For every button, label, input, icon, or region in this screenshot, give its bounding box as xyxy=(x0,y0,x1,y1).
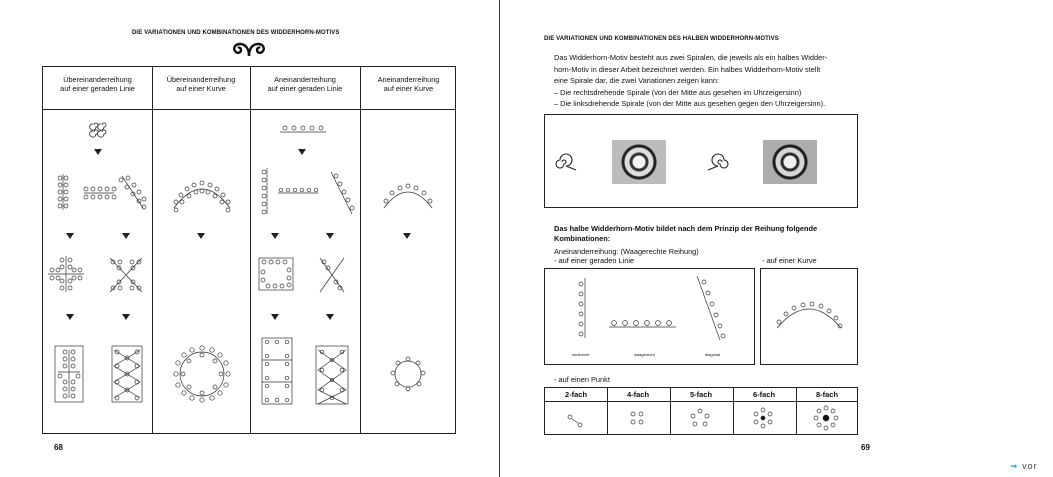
column-header-3: Aneinanderreihung auf einer geraden Linie xyxy=(267,75,343,93)
next-page-link[interactable] xyxy=(1010,461,1038,472)
header-5-fach: 5-fach xyxy=(689,390,713,399)
caption-horizontal: waagerecht xyxy=(634,352,655,357)
header-4-fach: 4-fach xyxy=(626,390,650,399)
combination-heading: Das halbe Widderhorn-Motiv bildet nach dem Prinzip der Reihung folgende Kombinationen: xyxy=(554,224,818,243)
point-5-fach xyxy=(691,409,709,426)
header-8-fach: 8-fach xyxy=(815,390,839,399)
column-header-1: Übereinanderreihung auf einer geraden Linie xyxy=(60,75,135,93)
column-header-4: Aneinanderreihung auf einer Kurve xyxy=(377,75,440,93)
column-header-2: Übereinanderreihung auf einer Kurve xyxy=(166,75,236,93)
point-2-fach xyxy=(568,415,582,427)
caption-diagonal: diagonal xyxy=(705,352,721,357)
header-6-fach: 6-fach xyxy=(752,390,776,399)
row-heading: Aneinanderreihung: (Waagerechte Reihung) xyxy=(554,247,699,256)
left-page-title: DIE VARIATIONEN UND KOMBINATIONEN DES WIDDERHORN-MOTIVS xyxy=(132,30,340,36)
point-4-fach xyxy=(631,412,643,424)
point-6-fach xyxy=(754,408,772,428)
right-page-title: DIE VARIATIONEN UND KOMBINATIONEN DES HALBEN WIDDERHORN-MOTIVS xyxy=(544,36,779,42)
right-page-number: 69 xyxy=(861,443,870,452)
next-page-label: vor xyxy=(1022,461,1038,471)
straight-line-label: - auf einer geraden Linie xyxy=(554,256,635,265)
intro-paragraph: Das Widderhorn-Motiv besteht aus zwei Spiralen, die jeweils als ein halbes Widder- horn-Motiv in dieser Arbeit bezeichnet werden. Ein halbes Widderhorn-Motiv stellt eine Spirale dar, die zwei Variationen zeigen kann: – Die rechtsdrehende Spirale (von der Mitte aus gesehen im Uhrzeigersinn) – Die linksdrehende Spirale (von der Mitte aus gesehen gegen den Uhrzeigersinn). xyxy=(554,53,828,108)
header-2-fach: 2-fach xyxy=(564,390,588,399)
caption-vertical: senkrecht xyxy=(572,352,590,357)
point-label: - auf einen Punkt xyxy=(554,375,610,384)
left-page-number: 68 xyxy=(54,443,63,452)
point-8-fach xyxy=(814,406,838,430)
arrow-right-icon: ➟ xyxy=(1010,461,1019,471)
curve-label: - auf einer Kurve xyxy=(762,256,817,265)
